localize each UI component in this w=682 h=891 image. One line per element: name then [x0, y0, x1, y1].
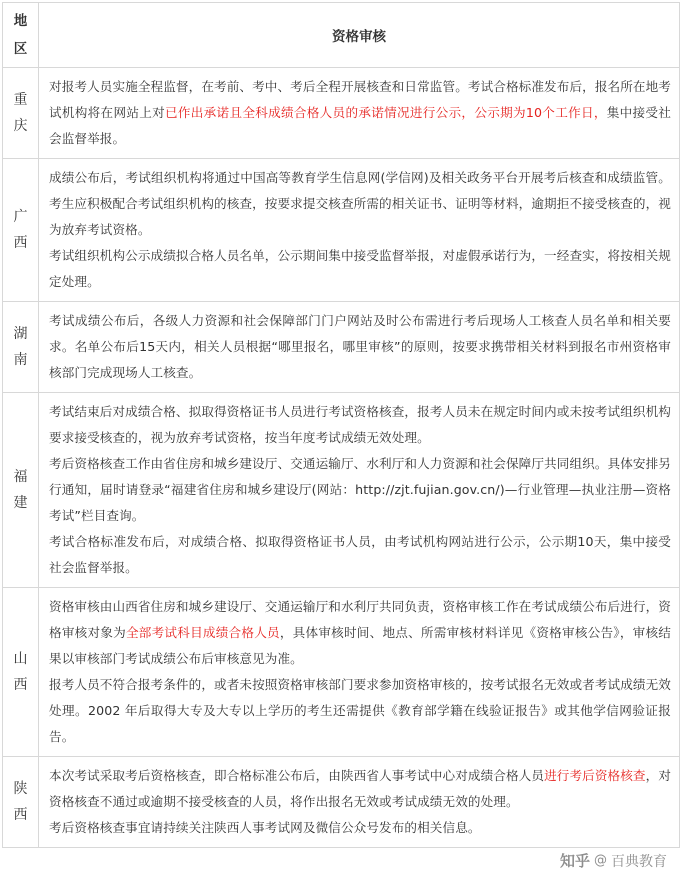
body-text: 集中接受社会监督举报。 [49, 105, 671, 146]
review-paragraph [49, 74, 671, 152]
body-text: ，具体审核时间、地点、所需审核材料详见《资格审核公告》，审核结果以审核部门考试成绩公布后审核意见为准。 [49, 625, 671, 666]
review-paragraph [49, 763, 671, 815]
watermark-author: 百典教育 [611, 853, 668, 870]
qualification-review-table [2, 2, 680, 848]
watermark-separator: @ [594, 853, 608, 868]
body-text: 对报考人员实施全程监督，在考前、考中、考后全程开展核查和日常监管。考试合格标准发布后，报名所在地考试机构将在网站上对 [49, 79, 671, 120]
header-review: 资格审核 [39, 3, 680, 68]
watermark [560, 850, 667, 871]
review-cell [39, 159, 680, 302]
body-text: 考试合格标准发布后，对成绩合格、拟取得资格证书人员，由考试机构网站进行公示，公示期10天，集中接受社会监督举报。 [49, 534, 671, 575]
body-text: 成绩公布后，考试组织机构将通过中国高等教育学生信息网(学信网)及相关政务平台开展考后核查和成绩监管。考生应积极配合考试组织机构的核查，按要求提交核查所需的相关证书、证明等材料，逾期拒不接受核查的，视为放弃考试资格。 [49, 170, 671, 237]
table-row [3, 159, 680, 302]
review-paragraph [49, 399, 671, 451]
review-paragraph [49, 529, 671, 581]
body-text: 考试结束后对成绩合格、拟取得资格证书人员进行考试资格核查，报考人员未在规定时间内或未按考试组织机构要求接受核查的，视为放弃考试资格，按当年度考试成绩无效处理。 [49, 404, 671, 445]
table-row [3, 757, 680, 848]
body-text: 考后资格核查事宜请持续关注陕西人事考试网及微信公众号发布的相关信息。 [49, 820, 481, 835]
body-text: 考试成绩公布后，各级人力资源和社会保障部门门户网站及时公布需进行考后现场人工核查人员名单和相关要求。名单公布后15天内，相关人员根据“哪里报名，哪里审核”的原则，按要求携带相关材料到报名市州资格审核部门完成现场人工核查。 [49, 313, 671, 380]
table-row [3, 588, 680, 757]
body-text: 考后资格核查工作由省住房和城乡建设厅、交通运输厅、水利厅和人力资源和社会保障厅共同组织。具体安排另行通知，届时请登录“福建省住房和城乡建设厅(网站：http://zjt.fujian.gov.cn/)—行业管理—执业注册—资格考试”栏目查询。 [49, 456, 671, 523]
body-text: 本次考试采取考后资格核查，即合格标准公布后，由陕西省人事考试中心对成绩合格人员 [49, 768, 545, 783]
table-row [3, 68, 680, 159]
region-cell: 福 建 [3, 393, 39, 588]
review-cell [39, 757, 680, 848]
table-row [3, 393, 680, 588]
review-cell [39, 68, 680, 159]
highlight-text: 全部考试科目成绩合格人员 [125, 625, 280, 640]
body-text: ，对资格核查不通过或逾期不接受核查的人员，将作出报名无效或考试成绩无效的处理。 [49, 768, 672, 809]
review-paragraph [49, 672, 671, 750]
review-paragraph [49, 594, 671, 672]
review-cell [39, 302, 680, 393]
body-text: 考试组织机构公示成绩拟合格人员名单，公示期间集中接受监督举报，对虚假承诺行为，一经查实，将按相关规定处理。 [49, 248, 671, 289]
body-text: 报考人员不符合报考条件的，或者未按照资格审核部门要求参加资格审核的，按考试报名无效或者考试成绩无效处理。2002 年后取得大专及大专以上学历的考生还需提供《教育部学籍在线验证报告》或其他学信网验证报告。 [49, 677, 671, 744]
region-cell: 陕 西 [3, 757, 39, 848]
review-cell [39, 393, 680, 588]
review-cell [39, 588, 680, 757]
region-cell: 山 西 [3, 588, 39, 757]
review-paragraph [49, 165, 671, 243]
table-header-row [3, 3, 680, 68]
review-paragraph [49, 451, 671, 529]
body-text: 资格审核由山西省住房和城乡建设厅、交通运输厅和水利厅共同负责，资格审核工作在考试成绩公布后进行，资格审核对象为 [49, 599, 671, 640]
review-paragraph [49, 815, 671, 841]
review-paragraph [49, 243, 671, 295]
table-row [3, 302, 680, 393]
highlight-text: 已作出承诺且全科成绩合格人员的承诺情况进行公示，公示期为10个工作日， [165, 105, 607, 120]
header-region: 地 区 [3, 3, 39, 68]
highlight-text: 进行考后资格核查 [544, 768, 646, 783]
region-cell: 湖 南 [3, 302, 39, 393]
region-cell: 广 西 [3, 159, 39, 302]
region-cell: 重 庆 [3, 68, 39, 159]
zhihu-logo: 知乎 [560, 852, 591, 870]
review-paragraph [49, 308, 671, 386]
